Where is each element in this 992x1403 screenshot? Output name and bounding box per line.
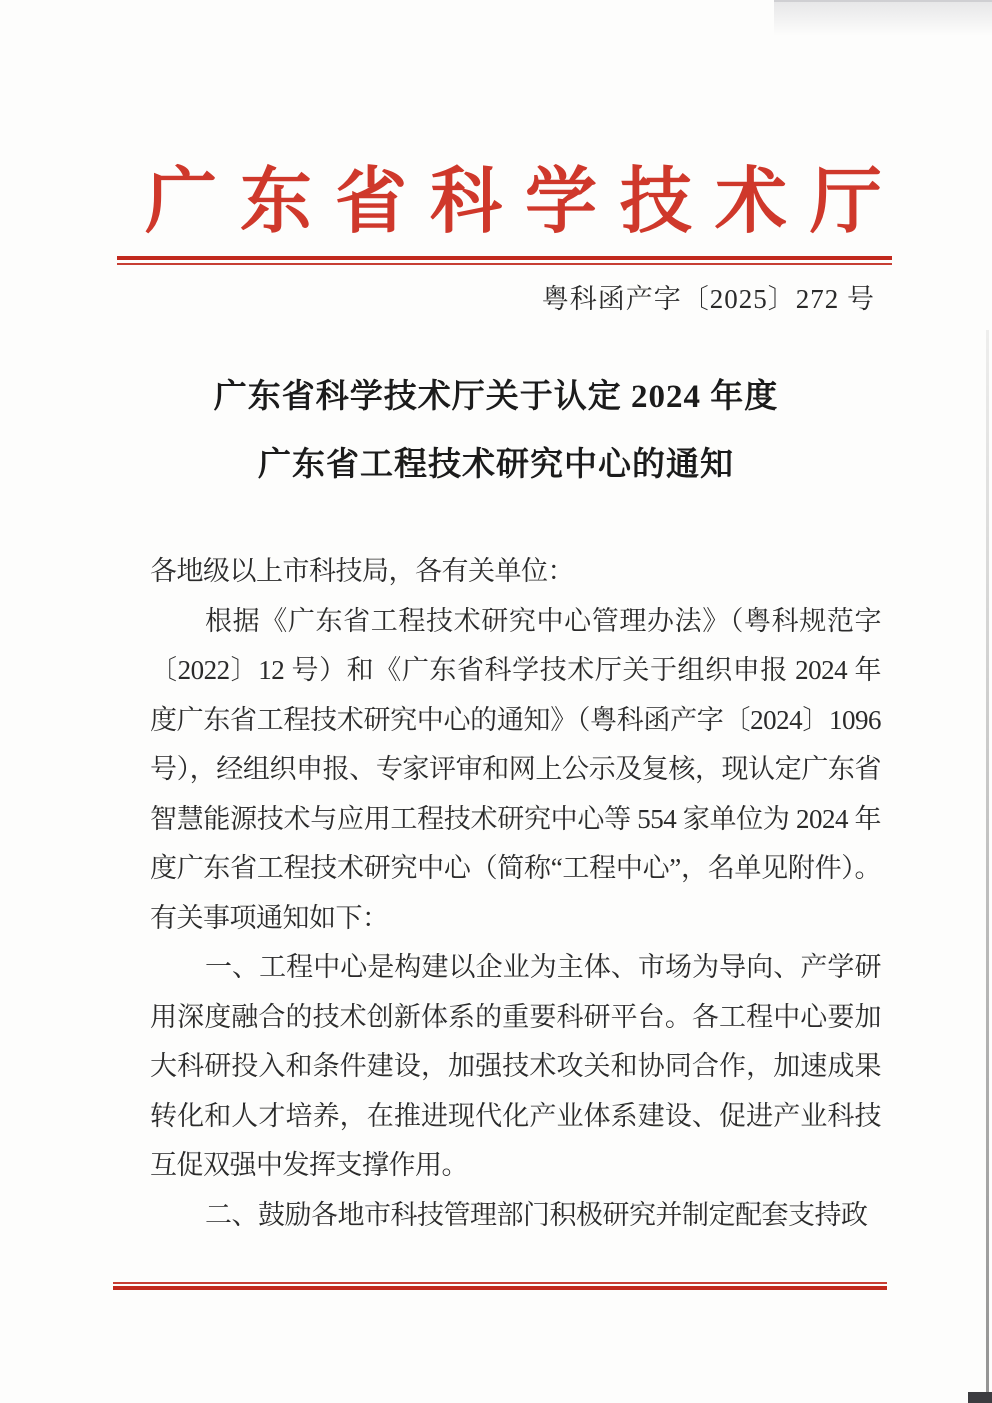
body-paragraph: 二、鼓励各地市科技管理部门积极研究并制定配套支持政 (205, 1199, 868, 1230)
title-line-2: 广东省工程技术研究中心的通知 (258, 447, 734, 483)
letterhead-char: 术 (714, 162, 787, 242)
document-body-paragraphs (150, 597, 881, 1241)
header-rule-thick (117, 256, 892, 260)
letterhead-char: 广 (145, 162, 218, 242)
body-paragraph: 根据《广东省工程技术研究中心管理办法》（粤科规范字〔2022〕12 号）和《广东省科学技术厅关于组织申报 2024 年度广东省工程技术研究中心的通知》（粤科函产字〔2024〕1096 号），经组织申报、专家评审和网上公示及复核，现认定广东省智慧能源技术与应用工程技术研究中心等 554 家单位为 2024 年度广东省工程技术研究中心（简称“工程中心”，名单见附件）。有关事项通知如下： (150, 605, 881, 933)
document-body (150, 547, 881, 1240)
doc-number: 粤科函产字〔2025〕272 号 (541, 284, 875, 314)
footer-rule-thick (113, 1286, 887, 1290)
page-edge-shadow (986, 330, 989, 1403)
header-rule-thin (117, 263, 892, 265)
letterhead-title (145, 162, 882, 246)
salutation: 各地级以上市科技局，各有关单位： (150, 556, 574, 586)
photo-corner-artifact (968, 1392, 992, 1403)
body-paragraph: 一、工程中心是构建以企业为主体、市场为导向、产学研用深度融合的技术创新体系的重要科研平台。各工程中心要加大科研投入和条件建设，加强技术攻关和协同合作，加速成果转化和人才培养，在推进现代化产业体系建设、促进产业科技互促双强中发挥支撑作用。 (150, 952, 881, 1180)
letterhead-char: 学 (524, 162, 597, 242)
letterhead-char: 东 (239, 162, 312, 242)
title-line-1: 广东省科学技术厅关于认定 2024 年度 (213, 379, 779, 415)
scan-shade-artifact (774, 0, 992, 36)
letterhead-char: 技 (619, 162, 692, 242)
letterhead-char: 省 (334, 162, 407, 242)
letterhead-char: 厅 (809, 162, 882, 242)
letterhead-char: 科 (429, 162, 502, 242)
footer-rule-thin (113, 1282, 887, 1284)
